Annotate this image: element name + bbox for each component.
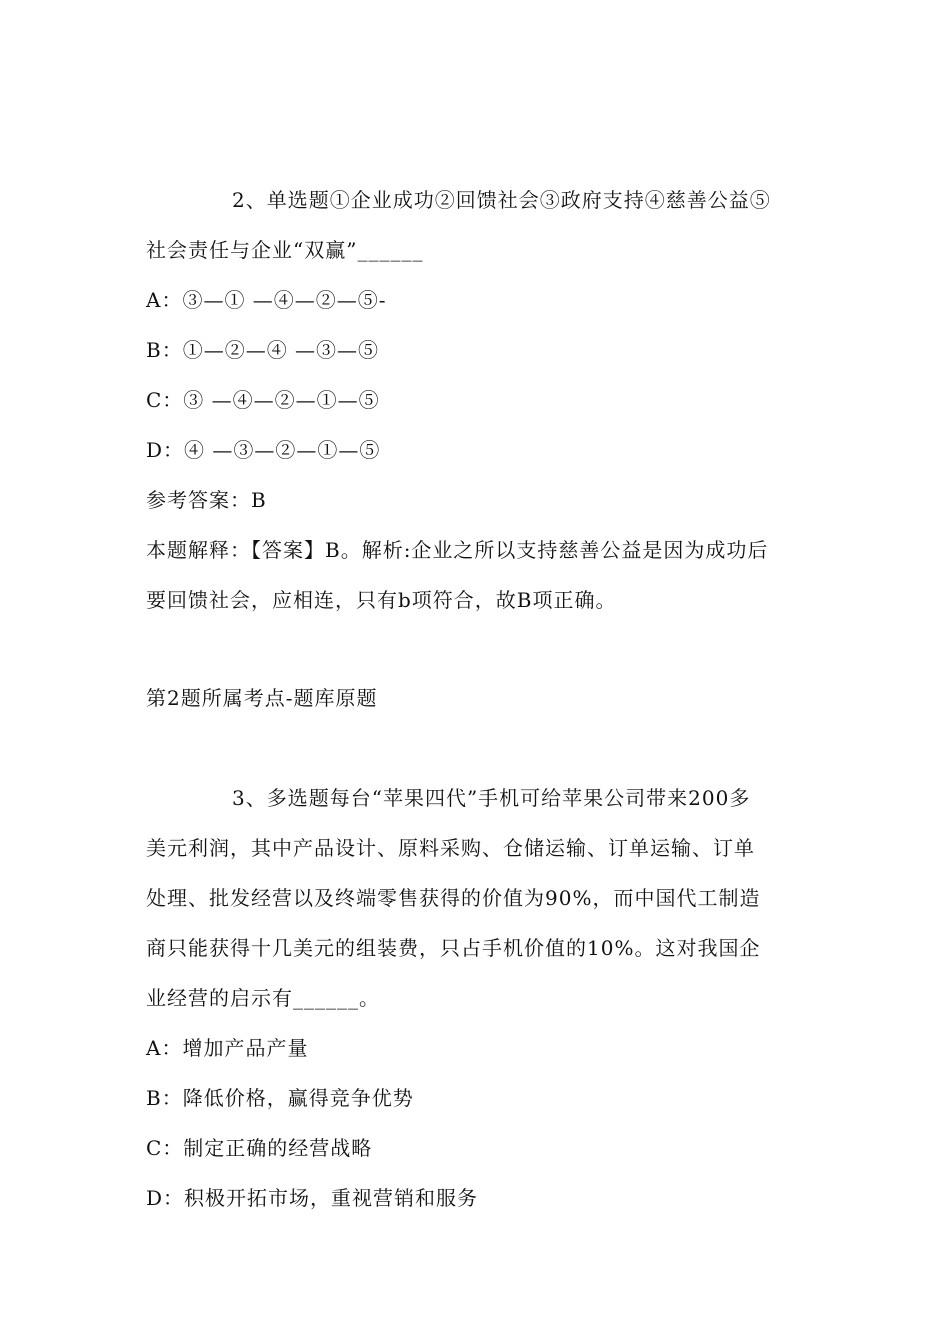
q2-option-d: D：④ —③—②—①—⑤ [146,438,381,462]
q2-option-b: B：①—②—④ —③—⑤ [146,338,380,362]
q2-option-c: C：③ —④—②—①—⑤ [146,388,380,412]
q2-answer: 参考答案：B [146,488,267,512]
q3-stem-line-1: 3、多选题每台“苹果四代”手机可给苹果公司带来200多 [232,786,751,810]
q3-option-b: B：降低价格，赢得竞争优势 [146,1086,414,1110]
q2-stem-line-1: 2、单选题①企业成功②回馈社会③政府支持④慈善公益⑤ [232,188,771,212]
q3-option-d: D：积极开拓市场，重视营销和服务 [146,1186,479,1210]
q3-stem-line-5: 业经营的启示有______。 [146,986,380,1010]
q2-explanation-line-2: 要回馈社会，应相连，只有b项符合，故B项正确。 [146,588,617,612]
q3-option-a: A：增加产品产量 [146,1036,309,1060]
q2-explanation-line-1: 本题解释：【答案】B。解析:企业之所以支持慈善公益是因为成功后 [146,538,769,562]
q2-stem-line-2: 社会责任与企业“双赢”______ [146,238,424,262]
q3-option-c: C：制定正确的经营战略 [146,1136,373,1160]
q3-stem-line-2: 美元利润，其中产品设计、原料采购、仓储运输、订单运输、订单 [146,836,755,860]
q2-option-a: A：③—① —④—②—⑤- [146,288,387,312]
q2-topic: 第2题所属考点-题库原题 [146,686,378,710]
q3-stem-line-3: 处理、批发经营以及终端零售获得的价值为90%，而中国代工制造 [146,886,761,910]
q3-stem-line-4: 商只能获得十几美元的组装费，只占手机价值的10%。这对我国企 [146,936,761,960]
